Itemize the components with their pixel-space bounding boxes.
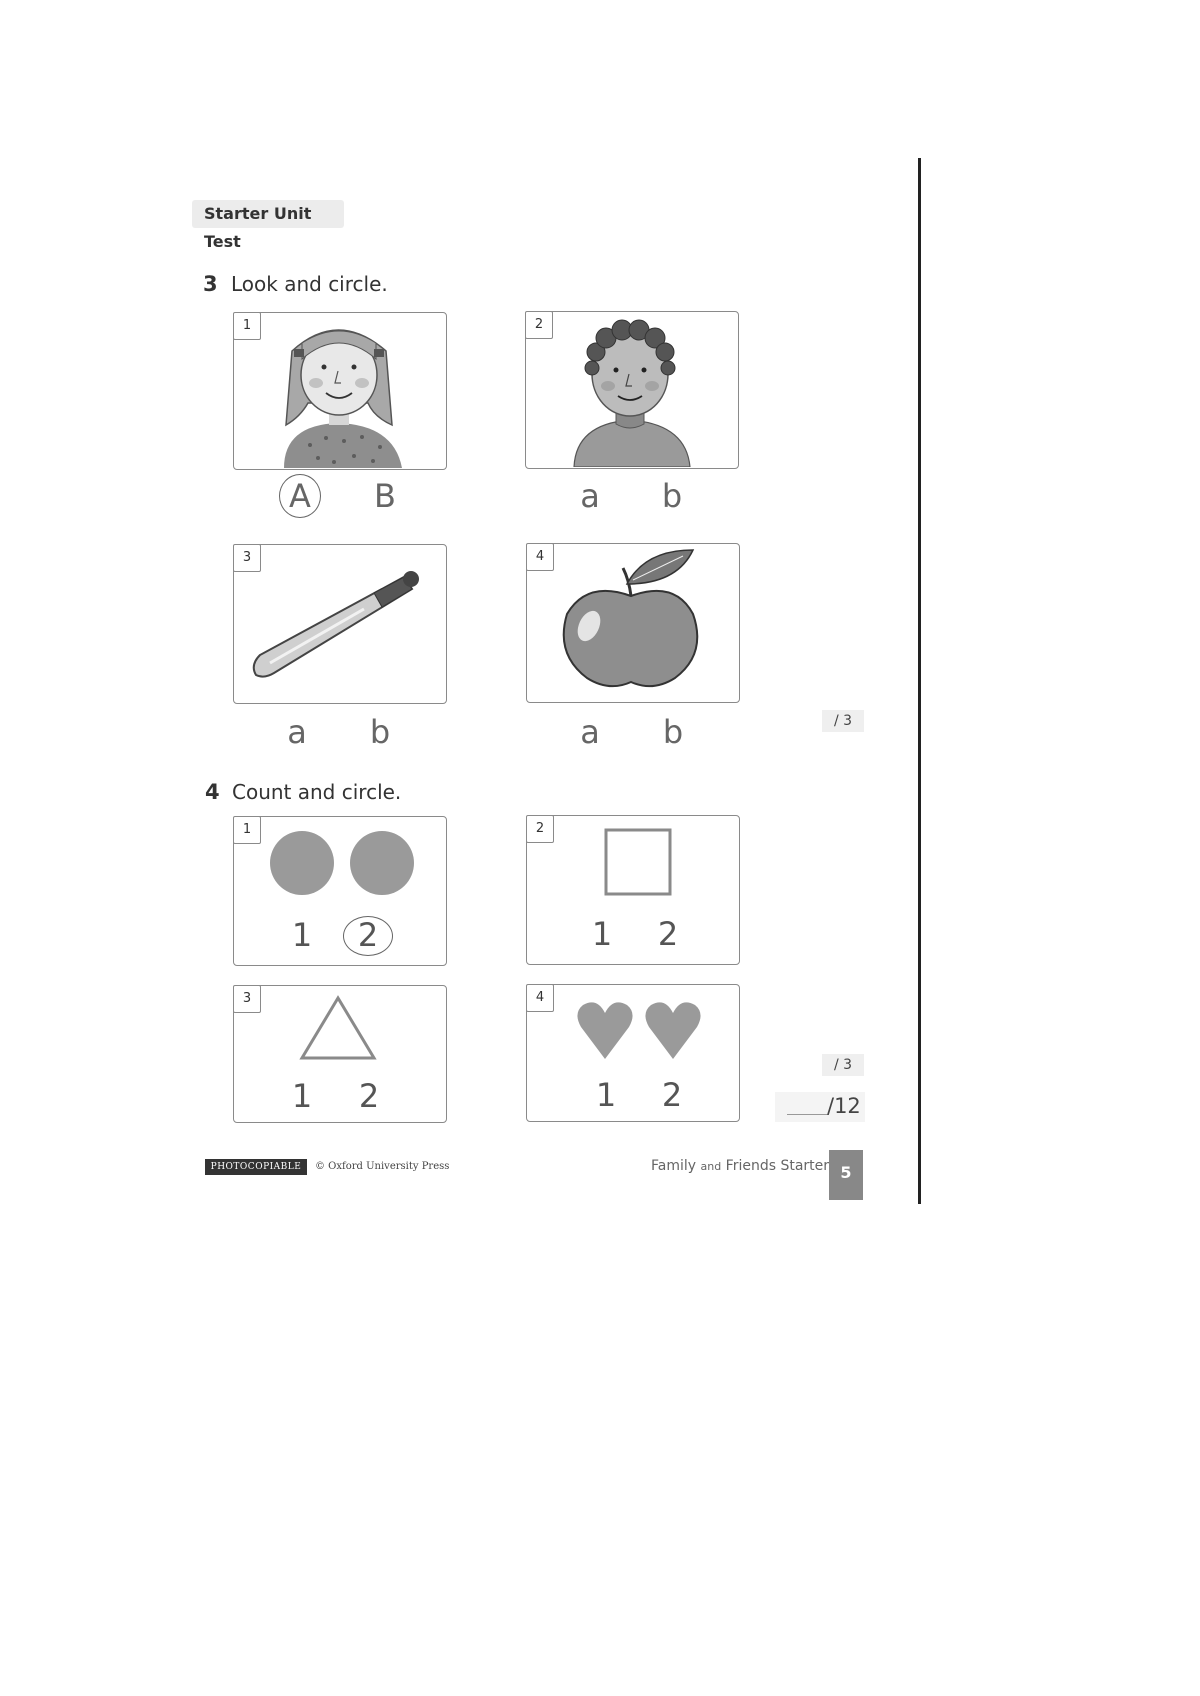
apple-picture-card	[526, 543, 740, 703]
option-a-lowercase[interactable]: a	[287, 713, 307, 751]
item-number-tag: 1	[233, 816, 261, 844]
number-option[interactable]: 2	[358, 1077, 380, 1115]
count-card	[233, 985, 447, 1123]
option-b-uppercase[interactable]: B	[374, 477, 396, 515]
total-score-box	[775, 1092, 865, 1122]
number-option[interactable]: 2	[357, 916, 379, 954]
square-shape	[606, 830, 670, 894]
heart-shape	[645, 1002, 700, 1059]
apple-illustration	[527, 544, 738, 701]
item-number-tag: 4	[526, 543, 554, 571]
item-number-tag: 3	[233, 544, 261, 572]
girl-illustration	[234, 313, 445, 468]
count-shapes	[527, 985, 738, 1120]
count-shapes	[527, 816, 738, 963]
number-option[interactable]: 1	[591, 915, 613, 953]
item-number-tag: 2	[526, 815, 554, 843]
option-b-lowercase[interactable]: b	[369, 713, 391, 751]
number-option[interactable]: 1	[291, 1077, 313, 1115]
count-card	[526, 984, 740, 1122]
circle-shape	[350, 831, 414, 895]
number-option[interactable]: 2	[661, 1076, 683, 1114]
option-b-lowercase[interactable]: b	[662, 713, 684, 751]
option-a-lowercase[interactable]: a	[580, 477, 600, 515]
item-number-tag: 3	[233, 985, 261, 1013]
circle-shape	[270, 831, 334, 895]
number-option[interactable]: 1	[291, 916, 313, 954]
page-edge-line	[918, 158, 921, 1204]
bat-picture-card	[233, 544, 447, 704]
option-b-lowercase[interactable]: b	[661, 477, 683, 515]
photocopiable-badge: PHOTOCOPIABLE	[205, 1159, 307, 1175]
answer-blank-line	[787, 1114, 827, 1115]
number-option[interactable]: 1	[595, 1076, 617, 1114]
count-card	[233, 816, 447, 966]
brand-family: Family	[651, 1158, 697, 1174]
boy-illustration	[526, 312, 737, 467]
option-a-uppercase[interactable]: A	[289, 477, 311, 515]
section-4-title: Count and circle.	[232, 780, 402, 804]
number-option[interactable]: 2	[657, 915, 679, 953]
item-number-tag: 1	[233, 312, 261, 340]
section-3-score-box: / 3	[822, 710, 864, 732]
copyright-text: © Oxford University Press	[315, 1161, 450, 1172]
series-brand	[651, 1158, 829, 1174]
item-number-tag: 4	[526, 984, 554, 1012]
test-title: Starter Unit Test	[192, 200, 344, 228]
count-shapes	[234, 817, 445, 964]
section-4-score-box: / 3	[822, 1054, 864, 1076]
brand-and: and	[700, 1160, 722, 1173]
triangle-shape	[302, 998, 374, 1058]
total-score: /12	[827, 1094, 861, 1118]
bat-illustration	[234, 545, 445, 702]
item-number-tag: 2	[525, 311, 553, 339]
section-3-title: Look and circle.	[231, 272, 388, 296]
brand-friends-starter: Friends Starter	[725, 1158, 830, 1174]
heart-shape	[577, 1002, 632, 1059]
girl-picture-card	[233, 312, 447, 470]
page-number: 5	[829, 1150, 863, 1200]
count-shapes	[234, 986, 445, 1121]
boy-picture-card	[525, 311, 739, 469]
count-card	[526, 815, 740, 965]
section-3-number: 3	[203, 272, 218, 296]
option-a-lowercase[interactable]: a	[580, 713, 600, 751]
section-4-number: 4	[205, 780, 220, 804]
